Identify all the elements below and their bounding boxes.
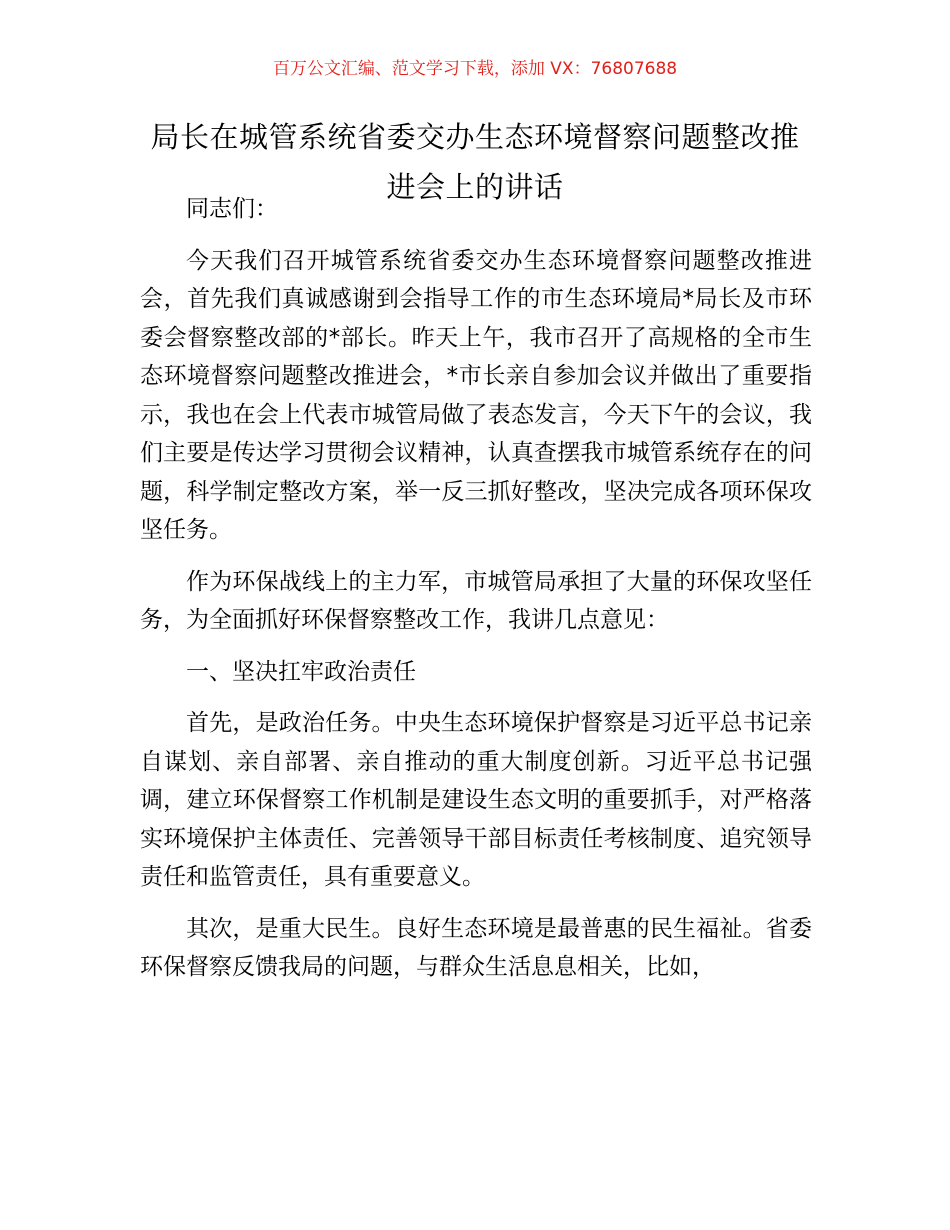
section-heading-1: 一、坚决扛牢政治责任: [186, 658, 416, 685]
watermark-header: 百万公文汇编、范文学习下载，添加 VX：76807688: [272, 59, 678, 79]
salutation: 同志们：: [186, 196, 278, 222]
document-body: [140, 190, 812, 1000]
document-title: 局长在城管系统省委交办生态环境督察问题整改推进会上的讲话: [150, 120, 800, 204]
paragraph-political-task: 首先，是政治任务。中央生态环境保护督察是习近平总书记亲自谋划、亲自部署、亲自推动的重大制度创新。习近平总书记强调，建立环保督察工作机制是建设生态文明的重要抓手，对严格落实环境保护主体责任、完善领导干部目标责任考核制度、追究领导责任和监管责任，具有重要意义。: [140, 710, 812, 890]
paragraph-opinions: 作为环保战线上的主力军，市城管局承担了大量的环保攻坚任务，为全面抓好环保督察整改工作，我讲几点意见：: [140, 568, 812, 633]
paragraph-intro: 今天我们召开城管系统省委交办生态环境督察问题整改推进会，首先我们真诚感谢到会指导工作的市生态环境局*局长及市环委会督察整改部的*部长。昨天上午，我市召开了高规格的全市生态环境督察问题整改推进会，*市长亲自参加会议并做出了重要指示，我也在会上代表市城管局做了表态发言，今天下午的会议，我们主要是传达学习贯彻会议精神，认真查摆我市城管系统存在的问题，科学制定整改方案，举一反三抓好整改，坚决完成各项环保攻坚任务。: [140, 247, 812, 543]
paragraph-livelihood: 其次，是重大民生。良好生态环境是最普惠的民生福祉。省委环保督察反馈我局的问题，与群众生活息息相关，比如，: [140, 915, 812, 980]
